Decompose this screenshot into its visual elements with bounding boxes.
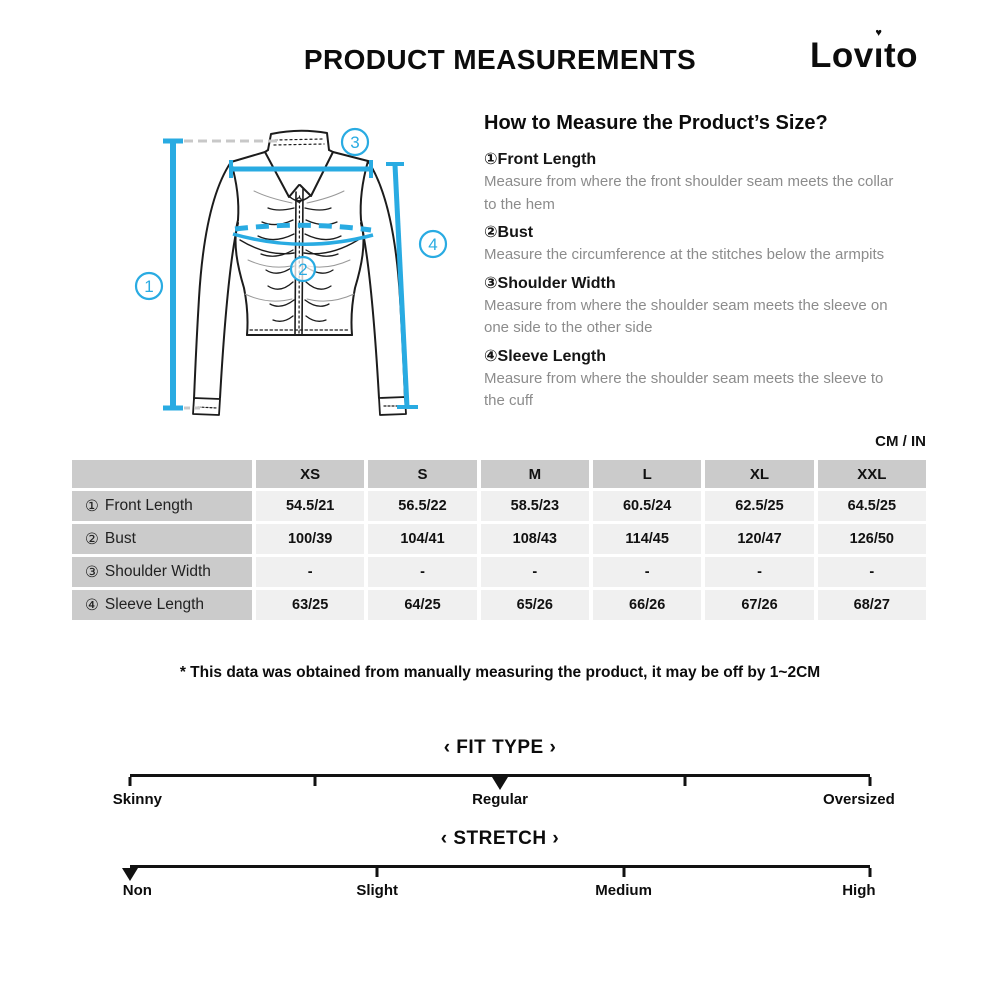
circled-number: ② (85, 530, 99, 548)
table-cell: - (368, 557, 476, 587)
table-cell: 126/50 (818, 524, 926, 554)
table-cell: - (593, 557, 701, 587)
row-label-text: Bust (104, 530, 136, 547)
howto-desc-front-length: Measure from where the front shoulder seam meets the collar to the hem (484, 173, 894, 213)
brand-logo-i (873, 27, 884, 76)
howto-item-bust (484, 221, 930, 244)
circled-number: ④ (85, 596, 99, 614)
row-label-front-length (72, 491, 252, 521)
scale-marker-arrow-icon (492, 777, 508, 790)
scale-label-non: Non (122, 882, 152, 899)
table-cell: 114/45 (593, 524, 701, 554)
howto-desc-bust: Measure the circumference at the stitches below the armpits (484, 246, 885, 263)
brand-logo-post: to (883, 36, 918, 75)
garment-diagram (118, 106, 484, 444)
diagram-annotation-1: 1 (144, 277, 154, 296)
table-cell: 108/43 (481, 524, 589, 554)
page-title: PRODUCT MEASUREMENTS (303, 44, 697, 75)
circled-number: ③ (484, 274, 498, 292)
table-cell: - (481, 557, 589, 587)
fit-type-scale (0, 737, 1000, 813)
row-label-text: Front Length (104, 497, 193, 514)
row-label-sleeve-length (72, 590, 252, 620)
table-cell: 100/39 (256, 524, 364, 554)
table-cell: 62.5/25 (705, 491, 813, 521)
howto-item-sleeve-length (484, 345, 930, 368)
table-cell: 64.5/25 (818, 491, 926, 521)
row-label-bust (72, 524, 252, 554)
howto-item-front-length (484, 148, 930, 171)
scale-tick (869, 777, 872, 786)
brand-logo (809, 27, 918, 76)
heart-icon: ♥ (875, 27, 883, 39)
diagram-annotation-3: 3 (350, 133, 360, 152)
scale-label-regular: Regular (472, 791, 528, 808)
diagram-annotation-2: 2 (298, 260, 308, 279)
fit-type-heading: ‹ FIT TYPE › (443, 737, 557, 758)
column-header-xxl: XXL (818, 460, 926, 488)
fit-type-ruler (130, 774, 870, 787)
scale-tick (622, 868, 625, 877)
how-to-heading: How to Measure the Product’s Size? (484, 112, 828, 134)
table-cell: 65/26 (481, 590, 589, 620)
scale-marker-arrow-icon (122, 868, 138, 881)
row-label-text: Shoulder Width (104, 563, 211, 580)
size-table (72, 460, 926, 620)
stretch-ruler (130, 865, 870, 878)
row-label-shoulder-width (72, 557, 252, 587)
column-header-l: L (593, 460, 701, 488)
stretch-scale (0, 828, 1000, 904)
circled-number: ① (484, 151, 498, 168)
scale-tick (129, 777, 132, 786)
howto-label: Shoulder Width (497, 274, 616, 292)
brand-logo-i-stem: ı (873, 36, 884, 75)
howto-label: Bust (497, 224, 534, 241)
how-to-measure-section (484, 112, 930, 413)
table-cell: 104/41 (368, 524, 476, 554)
table-cell: 56.5/22 (368, 491, 476, 521)
table-cell: - (705, 557, 813, 587)
howto-item-shoulder-width (484, 272, 930, 295)
circled-number: ④ (484, 347, 498, 365)
table-cell: 54.5/21 (256, 491, 364, 521)
circled-number: ③ (85, 563, 99, 581)
scale-tick (314, 777, 317, 786)
howto-label: Sleeve Length (497, 347, 607, 365)
table-cell: 120/47 (705, 524, 813, 554)
brand-logo-pre: Lov (809, 36, 874, 75)
row-label-text: Sleeve Length (104, 596, 205, 613)
scale-label-high: High (842, 882, 876, 899)
circled-number: ② (484, 224, 498, 241)
table-cell: 64/25 (368, 590, 476, 620)
fit-type-labels (112, 791, 895, 813)
table-cell: - (818, 557, 926, 587)
stretch-heading: ‹ STRETCH › (440, 828, 560, 849)
diagram-annotation-4: 4 (428, 235, 438, 254)
measurement-disclaimer: * This data was obtained from manually measuring the product, it may be off by 1~2CM (179, 664, 821, 681)
table-cell: 58.5/23 (481, 491, 589, 521)
table-cell: - (256, 557, 364, 587)
column-header-xs: XS (256, 460, 364, 488)
scale-tick (376, 868, 379, 877)
units-label: CM / IN (875, 433, 926, 450)
howto-desc-sleeve-length: Measure from where the shoulder seam meets the sleeve to the cuff (484, 369, 884, 409)
scale-label-medium: Medium (595, 882, 652, 899)
table-corner-cell (72, 460, 252, 488)
garment-illustration (118, 106, 484, 444)
scale-label-skinny: Skinny (112, 791, 162, 808)
table-cell: 60.5/24 (593, 491, 701, 521)
stretch-labels (122, 882, 876, 904)
howto-desc-shoulder-width: Measure from where the shoulder seam meets the sleeve on one side to the other side (484, 296, 888, 336)
column-header-m: M (481, 460, 589, 488)
scale-tick (684, 777, 687, 786)
table-cell: 63/25 (256, 590, 364, 620)
table-cell: 67/26 (705, 590, 813, 620)
column-header-xl: XL (705, 460, 813, 488)
column-header-s: S (368, 460, 476, 488)
table-cell: 68/27 (818, 590, 926, 620)
scale-label-slight: Slight (356, 882, 398, 899)
scale-label-oversized: Oversized (823, 791, 895, 808)
howto-label: Front Length (497, 151, 597, 168)
scale-tick (869, 868, 872, 877)
circled-number: ① (85, 497, 99, 515)
table-cell: 66/26 (593, 590, 701, 620)
